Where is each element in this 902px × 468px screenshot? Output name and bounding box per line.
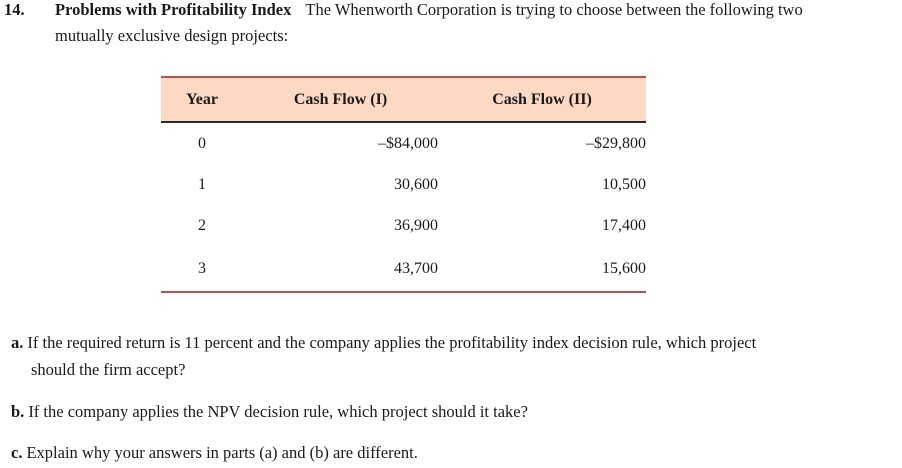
- year-cell: 3: [161, 246, 243, 292]
- question-a-line1: If the required return is 11 percent and the company applies the profitability index decision rule, which project: [27, 333, 757, 352]
- question-a-label: a.: [11, 333, 24, 352]
- problem-intro-line2: mutually exclusive design projects:: [55, 26, 289, 45]
- cash-flow-2-cell: 17,400: [602, 216, 646, 234]
- cash-flow-2-cell: 10,500: [602, 175, 646, 193]
- problem-heading: [55, 0, 895, 21]
- problem-number: 14.: [4, 0, 25, 19]
- problem-title: Problems with Profitability Index: [55, 0, 292, 19]
- question-c-text: Explain why your answers in parts (a) and (b) are different.: [26, 443, 418, 462]
- cash-flow-2-cell: –$29,800: [586, 134, 646, 152]
- question-c: [11, 439, 891, 466]
- cash-flow-1-cell: 30,600: [394, 175, 438, 193]
- year-cell: 1: [198, 175, 206, 193]
- question-b-text: If the company applies the NPV decision rule, which project should it take?: [28, 402, 528, 421]
- question-b-label: b.: [11, 402, 25, 421]
- year-cell: 0: [198, 134, 206, 152]
- header-year: Year: [161, 77, 243, 122]
- question-a-line2: should the firm accept?: [31, 360, 186, 379]
- question-b: [11, 398, 891, 425]
- cash-flow-1-cell: –$84,000: [378, 134, 438, 152]
- cash-flow-2-cell: 15,600: [438, 246, 646, 292]
- header-cash-flow-2: Cash Flow (II): [438, 77, 646, 122]
- question-c-label: c.: [11, 443, 23, 462]
- header-cash-flow-1: Cash Flow (I): [243, 77, 438, 122]
- table-row: [161, 205, 646, 246]
- table-row: [161, 164, 646, 205]
- cash-flow-table: [161, 76, 646, 293]
- year-cell: 2: [198, 216, 206, 234]
- cash-flow-1-cell: 36,900: [394, 216, 438, 234]
- cash-flow-1-cell: 43,700: [243, 246, 438, 292]
- question-a: [11, 329, 891, 383]
- table-row: [161, 246, 646, 292]
- table-row: [161, 122, 646, 164]
- problem-intro-line1: The Whenworth Corporation is trying to choose between the following two: [305, 0, 803, 19]
- table-header-row: [161, 77, 646, 122]
